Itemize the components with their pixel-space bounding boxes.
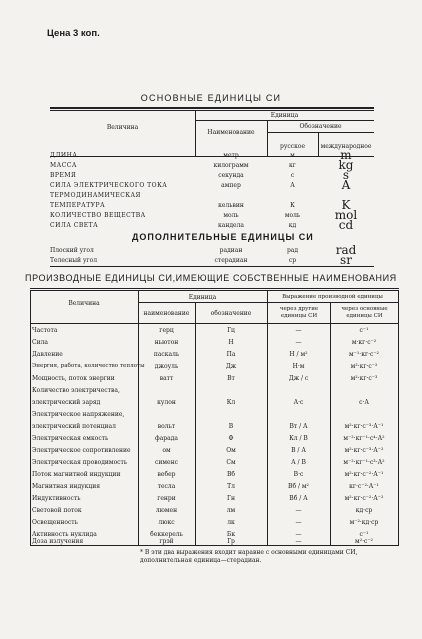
t2-symbol: Тл (227, 483, 235, 490)
t2-frame-right (398, 291, 399, 546)
t2-via-other: Вб / А (289, 495, 308, 502)
t1-name: метр (223, 152, 239, 159)
t1-symbol-intl: mol (334, 208, 358, 222)
t2-via-other: — (295, 519, 302, 526)
t2-quantity: Давление (32, 351, 63, 358)
t1-quantity: СИЛА СВЕТА (50, 222, 99, 229)
t2-via-base: с⁻¹ (359, 327, 369, 334)
t1-hline-symbol (267, 132, 374, 133)
t2-symbol: Дж (225, 363, 237, 370)
t2-via-base: м²·кг·с⁻² (350, 363, 378, 370)
t2-symbol: Па (226, 351, 236, 358)
t2-header-name: наименование (143, 310, 190, 317)
t1-extra-symbol-intl: rad (335, 243, 357, 257)
t2-via-base: м²·кг·с⁻³·А⁻² (344, 447, 384, 454)
t2-symbol: Гн (227, 495, 235, 502)
t1-header-intl: международное (320, 143, 372, 150)
t1-name: ампер (221, 182, 241, 189)
t2-via-other: — (295, 538, 302, 545)
t2-quantity: Магнитная индукция (32, 483, 101, 490)
t2-via-base: с·А (359, 399, 369, 406)
t2-quantity: Электрическое сопротивление (32, 447, 131, 454)
t2-quantity: Сила (32, 339, 48, 346)
t1-header-quantity: Величина (106, 124, 139, 131)
t1-symbol-ru: кг (289, 162, 296, 169)
price-label: Цена 3 коп. (47, 28, 100, 39)
t1-quantity: ВРЕМЯ (50, 172, 77, 179)
t1-quantity: ТЕРМОДИНАМИЧЕСКАЯ (50, 192, 141, 199)
t1-header-unit: Единица (270, 112, 299, 119)
t2-quantity: Освещенность (32, 519, 78, 526)
t2-name: ньютон (154, 339, 179, 346)
t2-quantity: Энергия, работа, количество теплоты (32, 363, 145, 369)
t2-quantity: Индуктивность (32, 495, 81, 502)
t2-symbol: Кл (226, 399, 236, 406)
t2-header-expr: Выражение производной единицы (282, 294, 383, 300)
t2-name: беккерель (150, 531, 183, 538)
t1-quantity: МАССА (50, 162, 77, 169)
t2-via-other: В / А (291, 447, 306, 454)
t2-via-other: А·с (293, 399, 304, 406)
t1-header-name: Наименование (207, 129, 255, 136)
t2-name: вебер (157, 471, 176, 478)
table1-top-rule (50, 107, 374, 109)
t2-name: люкс (158, 519, 175, 526)
t2-symbol: Ф (228, 435, 234, 442)
t2-quantity: Частота (32, 327, 58, 334)
t2-via-other: Вт / А (289, 423, 308, 430)
t2-symbol: В (228, 423, 234, 430)
t2-symbol: Ом (226, 447, 236, 454)
t1-quantity: ТЕМПЕРАТУРА (50, 202, 106, 209)
t2-via-base: м²·кг·с⁻²·А⁻² (344, 495, 384, 502)
t2-name: паскаль (153, 351, 180, 358)
t2-header-unit: Единица (188, 294, 217, 301)
t1-symbol-intl: K (341, 198, 351, 212)
t2-quantity: Электрическая емкость (32, 435, 109, 442)
t2-name: герц (159, 327, 174, 334)
t2-name: джоуль (154, 363, 179, 370)
t2-hline-sub (138, 302, 398, 303)
t1-symbol-ru: моль (284, 212, 301, 219)
t2-via-other: А / В (291, 459, 306, 466)
t2-name: сименс (155, 459, 178, 466)
t1-extra-quantity: Телесный угол (50, 257, 98, 264)
t1-bottom-rule (50, 266, 374, 267)
t2-header-quantity: Величина (68, 300, 100, 307)
t2-name: грэй (159, 538, 174, 545)
table1-extra-title: ДОПОЛНИТЕЛЬНЫЕ ЕДИНИЦЫ СИ (132, 232, 314, 242)
t1-hline-unit (195, 120, 374, 121)
t2-symbol: Вб (226, 471, 236, 478)
t2-symbol: Бк (226, 531, 236, 538)
t2-quantity: Мощность, поток энергии (32, 375, 115, 382)
t1-extra-name: радиан (219, 247, 243, 254)
t2-quantity: Электрическое напряжение, (32, 411, 125, 418)
t1-symbol-intl: A (341, 178, 351, 192)
t2-symbol: См (226, 459, 236, 466)
t2-name: ом (162, 447, 171, 454)
t2-quantity: электрический потенциал (32, 423, 116, 430)
t1-quantity: КОЛИЧЕСТВО ВЕЩЕСТВА (50, 212, 146, 219)
t2-via-base: кг·с⁻²·А⁻¹ (349, 483, 379, 490)
t1-symbol-ru: м (290, 152, 295, 159)
t2-name: тесла (157, 483, 176, 490)
t2-via-other: — (295, 507, 302, 514)
t1-name: кельвин (218, 202, 244, 209)
t2-quantity: Поток магнитной индукции (32, 471, 121, 478)
t1-header-symbol: Обозначение (299, 123, 342, 130)
t2-name: генри (157, 495, 176, 502)
t1-symbol-ru: с (290, 172, 295, 179)
t2-name: фарада (155, 435, 178, 442)
t1-name: секунда (218, 172, 244, 179)
t2-quantity: Количество электричества, (32, 387, 120, 394)
t2-symbol: лк (227, 519, 235, 526)
t1-extra-symbol-intl: sr (340, 253, 352, 267)
t2-via-base: м²·кг·с⁻³·А⁻¹ (344, 423, 384, 430)
t1-extra-symbol-ru: рад (286, 247, 299, 254)
t2-via-base: м⁻²·кг⁻¹·с⁴·А² (343, 435, 385, 442)
t2-via-other: В·с (293, 471, 304, 478)
t2-via-base: м·кг·с⁻² (351, 339, 377, 346)
t2-header-via-base: через основные единицы СИ (341, 306, 388, 319)
t2-via-base: с⁻¹ (359, 531, 369, 538)
t1-extra-symbol-ru: ср (288, 257, 297, 264)
t1-symbol-intl: m (340, 148, 352, 162)
t2-bottom-rule (30, 545, 399, 546)
t2-quantity: Активность нуклида (32, 531, 97, 538)
t2-name: кулон (157, 399, 176, 406)
t2-via-other: — (295, 339, 302, 346)
table1-title: ОСНОВНЫЕ ЕДИНИЦЫ СИ (140, 93, 282, 103)
t1-symbol-intl: cd (338, 218, 354, 232)
t2-symbol: лм (226, 507, 236, 514)
t1-name: моль (223, 212, 239, 219)
t2-via-base: м⁻²·кд·ср (349, 519, 379, 526)
t2-quantity: Световой поток (32, 507, 82, 514)
t2-via-other: Вб / м² (288, 483, 309, 490)
t2-quantity: Электрическая проводимость (32, 459, 128, 466)
t1-symbol-intl: s (342, 168, 350, 182)
table1-top-rule-2 (50, 110, 374, 111)
t1-symbol-ru: А (290, 182, 295, 189)
t1-symbol-ru: К (290, 202, 295, 209)
t1-extra-name: стерадиан (214, 257, 248, 264)
t2-name: ватт (159, 375, 174, 382)
t2-quantity: Доза излучения (32, 538, 84, 545)
t2-header-bottom (30, 323, 399, 324)
footnote: * В эти два выражения входит наравне с основными единицами СИ, дополнительная единица—стерадиан. (140, 549, 358, 564)
table2-top-rule-2 (30, 290, 399, 291)
t2-via-base: кд·ср (355, 507, 373, 514)
t2-via-other: Дж / с (288, 375, 309, 382)
t2-name: люмен (155, 507, 178, 514)
t2-symbol: Вт (227, 375, 235, 382)
t2-via-other: Н / м² (289, 351, 308, 358)
t2-header-via-other: через другие единицы СИ (279, 306, 319, 319)
t1-quantity: ДЛИНА (50, 152, 78, 159)
table2-top-rule (30, 288, 399, 289)
t2-header-symbol: обозначение (210, 310, 252, 317)
t2-symbol: Гц (227, 327, 235, 334)
t2-frame-left (30, 291, 31, 546)
t2-via-base: м⁻¹·кг·с⁻² (349, 351, 379, 358)
t1-symbol-ru: кд (288, 222, 297, 229)
t2-via-base: м²·кг·с⁻³ (350, 375, 378, 382)
t2-symbol: Н (228, 339, 234, 346)
t2-symbol: Гр (227, 538, 235, 545)
t2-via-base: м²·кг·с⁻²·А⁻¹ (344, 471, 384, 478)
t1-name: килограмм (213, 162, 249, 169)
t1-quantity: СИЛА ЭЛЕКТРИЧЕСКОГО ТОКА (50, 182, 168, 189)
t2-via-other: — (295, 327, 302, 334)
t1-name: кандела (218, 222, 244, 229)
t1-symbol-intl: kg (338, 158, 354, 172)
t2-quantity: электрический заряд (32, 399, 101, 406)
t1-extra-quantity: Плоский угол (50, 247, 94, 254)
t2-via-other: Кл / В (289, 435, 308, 442)
t2-name: вольт (157, 423, 176, 430)
t2-via-other: Н·м (292, 363, 305, 370)
t1-header-ru: русское (279, 143, 305, 150)
t2-via-base: м²·с⁻² (355, 538, 373, 545)
t2-via-other: — (295, 531, 302, 538)
table2-title: ПРОИЗВОДНЫЕ ЕДИНИЦЫ СИ,ИМЕЮЩИЕ СОБСТВЕННЫЕ НАИМЕНОВАНИЯ (25, 273, 397, 283)
t2-via-base: м⁻²·кг⁻¹·с³·А² (343, 459, 385, 466)
